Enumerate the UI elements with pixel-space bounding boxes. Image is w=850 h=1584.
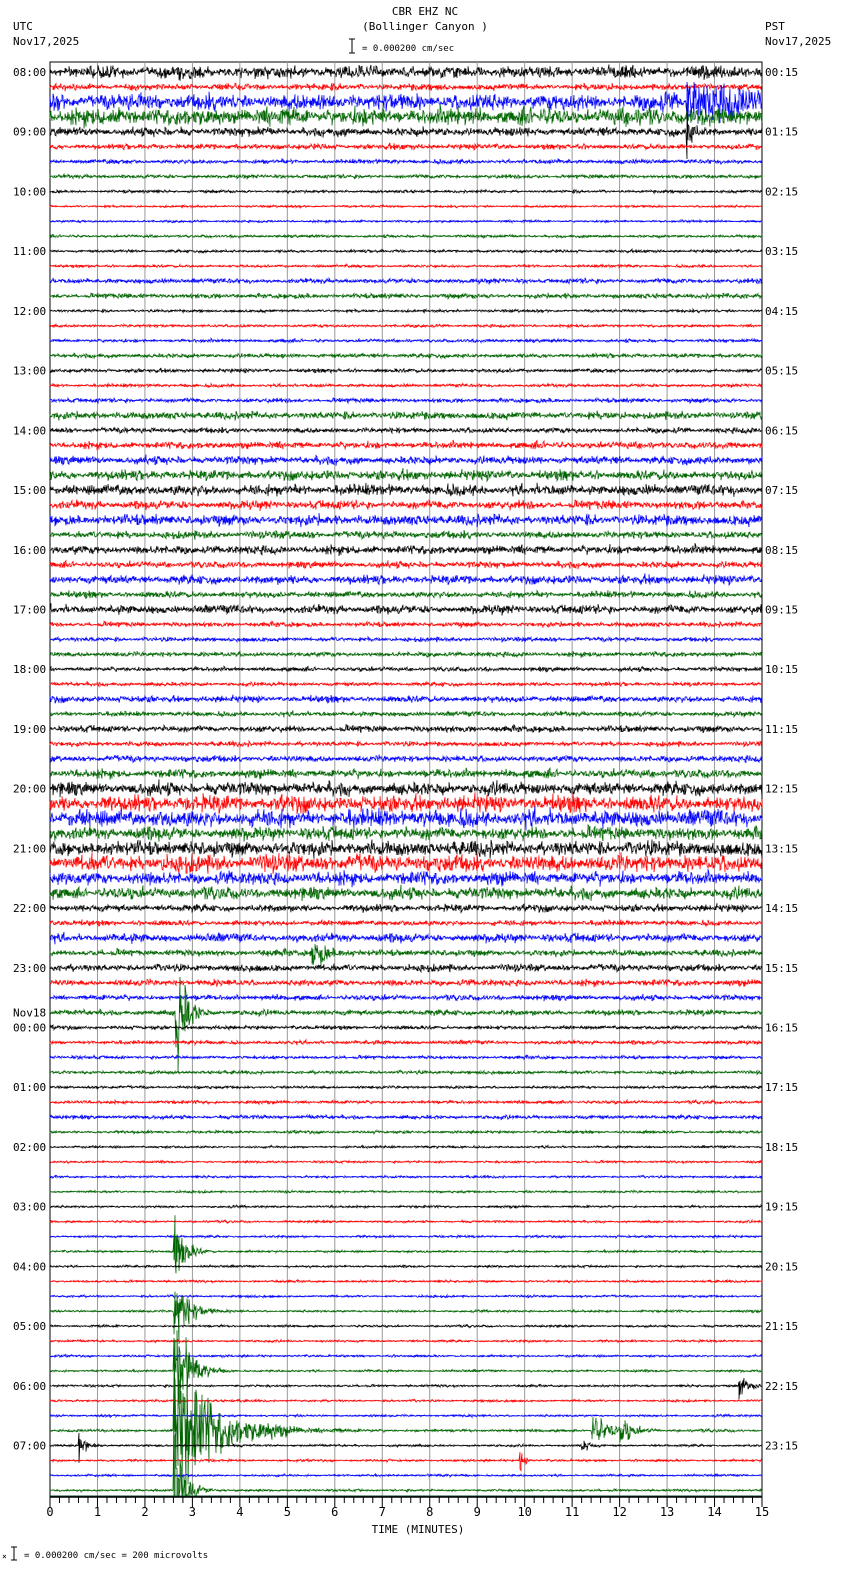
trace-line <box>50 103 762 159</box>
trace-line <box>50 1414 762 1417</box>
right-hour-label: 17:15 <box>765 1081 799 1095</box>
trace-line <box>50 530 762 540</box>
trace-line <box>50 573 762 585</box>
trace-line <box>50 1378 762 1399</box>
right-hour-labels <box>765 66 798 1453</box>
trace-line <box>50 104 762 129</box>
trace-line <box>50 309 762 312</box>
right-hour-label: 15:15 <box>765 961 799 975</box>
trace-line <box>50 143 762 150</box>
trace-line <box>50 792 762 814</box>
trace-line <box>50 651 762 658</box>
trace-line <box>50 1025 762 1030</box>
trace-line <box>50 1130 762 1134</box>
right-hour-label: 00:15 <box>765 66 799 79</box>
trace-line <box>50 869 762 887</box>
trace-line <box>50 278 762 285</box>
date-change-label: Nov18 <box>13 1006 47 1020</box>
left-hour-label: 23:00 <box>13 961 47 975</box>
trace-line <box>50 825 762 842</box>
trace-line <box>50 979 762 988</box>
left-hour-label: 13:00 <box>13 364 47 378</box>
trace-line <box>50 368 762 373</box>
left-hour-labels <box>13 66 46 1453</box>
trace-line <box>50 932 762 944</box>
trace-line <box>50 1265 762 1268</box>
x-tick-label: 11 <box>564 1505 580 1519</box>
x-tick-label: 10 <box>517 1505 532 1519</box>
trace-line <box>50 885 762 901</box>
trace-line <box>50 500 762 512</box>
trace-line <box>50 427 762 434</box>
left-hour-label: 08:00 <box>13 66 47 79</box>
scale-bar-icon <box>349 39 355 53</box>
left-hour-label: 16:00 <box>13 543 47 557</box>
trace-line <box>50 903 762 913</box>
right-hour-label: 19:15 <box>765 1200 799 1214</box>
trace-line <box>50 398 762 404</box>
right-hour-label: 09:15 <box>765 603 799 617</box>
station-name: (Bollinger Canyon ) <box>362 20 488 33</box>
trace-line <box>50 1215 762 1273</box>
trace-line <box>50 944 762 965</box>
left-hour-label: 01:00 <box>13 1081 47 1095</box>
left-hour-label: 21:00 <box>13 842 47 856</box>
left-hour-label: 06:00 <box>13 1379 47 1393</box>
trace-line <box>50 1411 762 1496</box>
x-axis <box>46 1497 769 1519</box>
trace-line <box>50 666 762 672</box>
trace-line <box>50 682 762 687</box>
trace-line <box>50 1175 762 1178</box>
trace-line <box>50 1355 762 1358</box>
trace-line <box>50 768 762 780</box>
left-hour-label: 09:00 <box>13 125 47 139</box>
trace-line <box>50 293 762 299</box>
x-tick-label: 8 <box>426 1505 434 1519</box>
trace-line <box>50 440 762 450</box>
left-date: Nov17,2025 <box>13 35 80 48</box>
left-hour-label: 17:00 <box>13 603 47 617</box>
trace-line <box>50 1452 762 1471</box>
trace-line <box>50 83 762 91</box>
right-hour-label: 03:15 <box>765 245 799 259</box>
trace-line <box>50 1474 762 1477</box>
trace-line <box>50 249 762 253</box>
trace-line <box>50 1292 762 1344</box>
right-hour-label: 21:15 <box>765 1320 799 1334</box>
right-hour-label: 07:15 <box>765 484 799 498</box>
trace-line <box>50 1330 762 1429</box>
trace-line <box>50 1100 762 1105</box>
x-axis-label: TIME (MINUTES) <box>371 1523 465 1536</box>
x-tick-label: 0 <box>46 1505 54 1519</box>
footer-scale-text: = 0.000200 cm/sec = 200 microvolts <box>24 1551 209 1561</box>
trace-line <box>50 468 762 481</box>
footer-prefix: × <box>2 1552 7 1561</box>
left-hour-label: 22:00 <box>13 902 47 916</box>
trace-line <box>50 1190 762 1193</box>
x-tick-label: 4 <box>236 1505 244 1519</box>
left-hour-label: 20:00 <box>13 782 47 796</box>
right-hour-label: 16:15 <box>765 1021 799 1035</box>
trace-line <box>50 1160 762 1163</box>
trace-line <box>50 621 762 628</box>
trace-line <box>50 852 762 874</box>
trace-line <box>50 637 762 643</box>
trace-line <box>50 1325 762 1328</box>
x-tick-label: 14 <box>707 1505 722 1519</box>
trace-line <box>50 1295 762 1298</box>
left-hour-label: 07:00 <box>13 1439 47 1453</box>
left-hour-label: 05:00 <box>13 1320 47 1334</box>
trace-line <box>50 1086 762 1089</box>
right-hour-label: 23:15 <box>765 1439 799 1453</box>
trace-line <box>50 1145 762 1148</box>
trace-line <box>50 338 762 343</box>
station-title: CBR EHZ NC <box>391 5 459 18</box>
right-date: Nov17,2025 <box>765 35 832 48</box>
left-hour-label: 12:00 <box>13 304 47 318</box>
trace-line <box>50 264 762 268</box>
trace-line <box>50 513 762 527</box>
x-tick-label: 6 <box>331 1505 339 1519</box>
trace-line <box>50 1433 762 1463</box>
trace-line <box>50 65 762 81</box>
trace-line <box>50 1055 762 1059</box>
left-hour-label: 14:00 <box>13 424 47 438</box>
trace-line <box>50 590 762 598</box>
x-tick-label: 7 <box>378 1505 386 1519</box>
right-hour-label: 08:15 <box>765 543 799 557</box>
trace-line <box>50 383 762 388</box>
trace-line <box>50 711 762 718</box>
x-tick-label: 13 <box>659 1505 675 1519</box>
x-tick-label: 2 <box>141 1505 149 1519</box>
trace-line <box>50 994 762 1001</box>
trace-line <box>50 919 762 926</box>
right-hour-label: 02:15 <box>765 185 799 199</box>
x-tick-label: 5 <box>283 1505 291 1519</box>
trace-line <box>50 205 762 208</box>
trace-line <box>50 1399 762 1402</box>
left-hour-label: 00:00 <box>13 1021 47 1035</box>
x-tick-label: 12 <box>612 1505 627 1519</box>
left-hour-label: 10:00 <box>13 185 47 199</box>
trace-line <box>50 964 762 973</box>
trace-line <box>50 779 762 797</box>
trace-line <box>50 1040 762 1045</box>
left-hour-label: 19:00 <box>13 722 47 736</box>
right-hour-label: 10:15 <box>765 663 799 677</box>
trace-line <box>50 543 762 556</box>
trace-line <box>50 1235 762 1238</box>
right-hour-label: 20:15 <box>765 1260 799 1274</box>
trace-line <box>50 1115 762 1120</box>
x-tick-label: 15 <box>754 1505 770 1519</box>
trace-line <box>50 1377 762 1490</box>
trace-line <box>50 1205 762 1208</box>
left-hour-label: 03:00 <box>13 1200 47 1214</box>
trace-line <box>50 411 762 421</box>
traces <box>50 65 762 1497</box>
right-timezone: PST <box>765 20 785 33</box>
right-hour-label: 06:15 <box>765 424 799 438</box>
trace-line <box>50 725 762 733</box>
trace-line <box>50 840 762 859</box>
trace-line <box>50 220 762 223</box>
right-hour-label: 22:15 <box>765 1379 799 1393</box>
right-hour-label: 13:15 <box>765 842 799 856</box>
trace-line <box>50 1280 762 1283</box>
trace-line <box>50 159 762 165</box>
left-timezone: UTC <box>13 20 33 33</box>
trace-line <box>50 695 762 704</box>
trace-line <box>50 603 762 615</box>
left-hour-label: 18:00 <box>13 663 47 677</box>
left-hour-label: 02:00 <box>13 1140 47 1154</box>
right-hour-label: 18:15 <box>765 1140 799 1154</box>
trace-line <box>50 353 762 359</box>
trace-line <box>50 190 762 193</box>
footer-scale-bar-icon <box>11 1547 17 1560</box>
trace-line <box>50 455 762 466</box>
x-tick-label: 1 <box>93 1505 102 1519</box>
trace-line <box>50 1340 762 1343</box>
right-hour-label: 05:15 <box>765 364 799 378</box>
trace-line <box>50 560 762 569</box>
trace-line <box>50 755 762 763</box>
trace-line <box>50 324 762 327</box>
right-hour-label: 12:15 <box>765 782 799 796</box>
trace-line <box>50 174 762 179</box>
trace-line <box>50 1220 762 1223</box>
x-tick-label: 9 <box>473 1505 481 1519</box>
trace-line <box>50 234 762 238</box>
left-hour-label: 15:00 <box>13 484 47 498</box>
right-hour-label: 14:15 <box>765 902 799 916</box>
x-tick-label: 3 <box>188 1505 197 1519</box>
scale-text: = 0.000200 cm/sec <box>362 44 455 54</box>
trace-line <box>50 483 762 497</box>
trace-line <box>50 741 762 747</box>
trace-line <box>50 1070 762 1074</box>
right-hour-label: 04:15 <box>765 304 799 318</box>
right-hour-label: 11:15 <box>765 722 799 736</box>
left-hour-label: 11:00 <box>13 245 47 259</box>
right-hour-label: 01:15 <box>765 125 799 139</box>
left-hour-label: 04:00 <box>13 1260 47 1274</box>
